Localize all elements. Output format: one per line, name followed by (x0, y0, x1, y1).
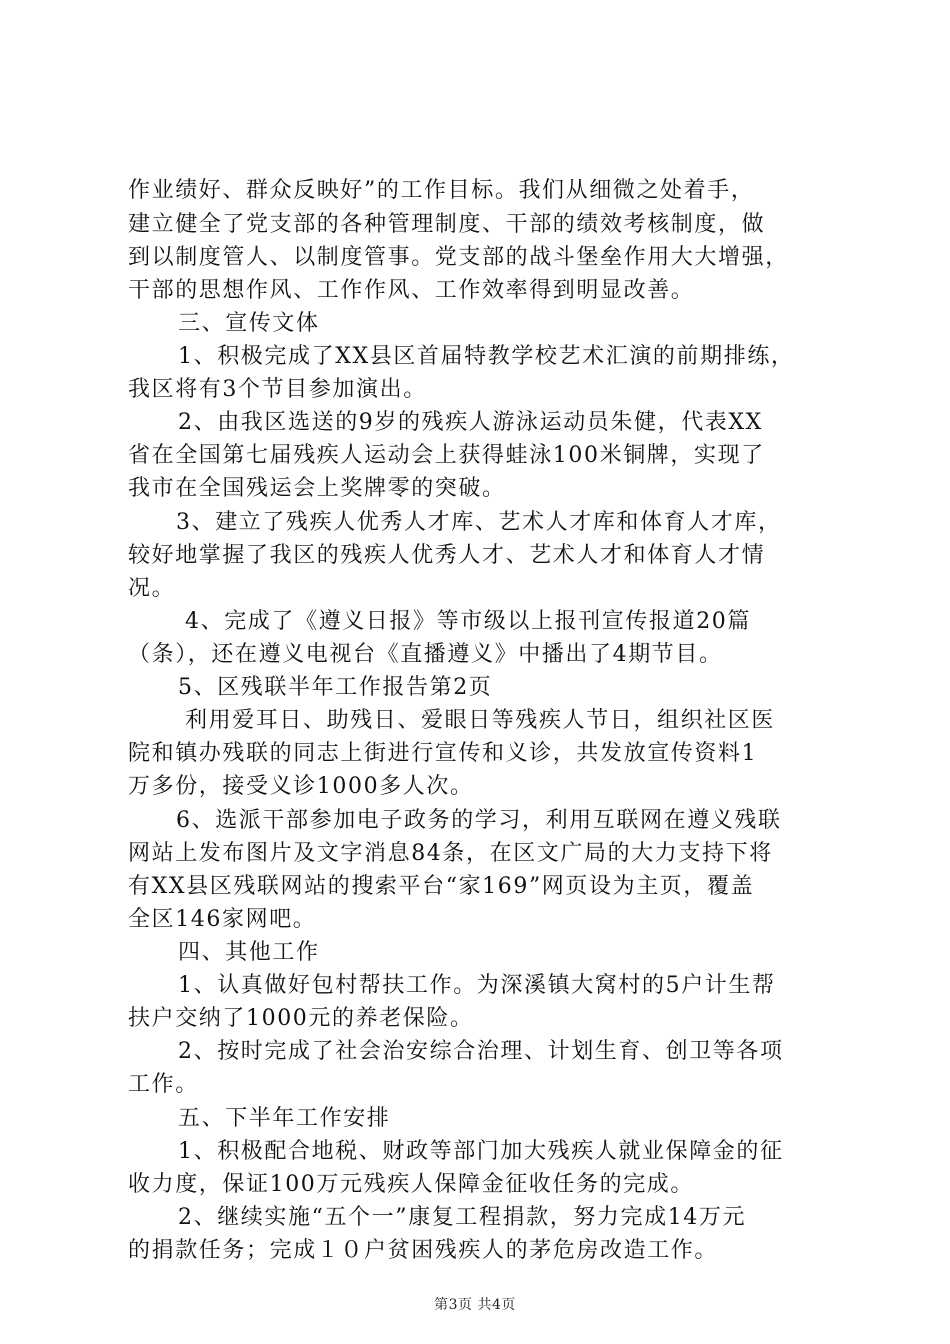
text-line: 3、建立了残疾人优秀人才库、艺术人才库和体育人才库， (176, 510, 782, 535)
text-line: 到以制度管人、以制度管事。党支部的战斗堡垒作用大大增强， (128, 245, 789, 270)
text-line: 2、继续实施“五个一”康复工程捐款，努力完成14万元 (178, 1205, 747, 1230)
text-line: 扶户交纳了1000元的养老保险。 (128, 1006, 474, 1031)
text-line: 省在全国第七届残疾人运动会上获得蛙泳100米铜牌，实现了 (128, 443, 765, 468)
text-line: 4、完成了《遵义日报》等市级以上报刊宣传报道20篇 (185, 609, 751, 634)
text-line: 有XX县区残联网站的搜索平台“家169”网页设为主页，覆盖 (128, 874, 755, 899)
text-line: 我市在全国残运会上奖牌零的突破。 (128, 476, 506, 501)
text-line: 6、选派干部参加电子政务的学习，利用互联网在遵义残联 (176, 808, 782, 833)
text-line: 5、区残联半年工作报告第2页 (178, 675, 493, 700)
text-line: 干部的思想作风、工作作风、工作效率得到明显改善。 (128, 278, 695, 303)
text-line: 利用爱耳日、助残日、爱眼日等残疾人节日，组织社区医 (185, 708, 776, 733)
text-line: 的捐款任务；完成１０户贫困残疾人的茅危房改造工作。 (128, 1238, 719, 1263)
page-footer: 第3页 共4页 (434, 1297, 516, 1313)
text-line: 况。 (128, 576, 176, 601)
text-line: （条），还在遵义电视台《直播遵义》中播出了4期节目。 (128, 642, 723, 667)
section-heading: 五、下半年工作安排 (178, 1106, 391, 1131)
text-line: 2、由我区选送的9岁的残疾人游泳运动员朱健，代表XX (178, 410, 763, 435)
text-line: 网站上发布图片及文字消息84条，在区文广局的大力支持下将 (128, 841, 773, 866)
text-line: 1、认真做好包村帮扶工作。为深溪镇大窝村的5户计生帮 (178, 973, 776, 998)
section-heading: 四、其他工作 (178, 940, 320, 965)
text-line: 院和镇办残联的同志上街进行宣传和义诊，共发放宣传资料1 (128, 741, 758, 766)
text-line: 我区将有3个节目参加演出。 (128, 377, 427, 402)
text-line: 收力度，保证100万元残疾人保障金征收任务的完成。 (128, 1172, 694, 1197)
text-line: 建立健全了党支部的各种管理制度、干部的绩效考核制度，做 (128, 212, 766, 237)
text-line: 全区146家网吧。 (128, 907, 317, 932)
text-line: 工作。 (128, 1072, 199, 1097)
section-heading: 三、宣传文体 (178, 311, 320, 336)
text-line: 较好地掌握了我区的残疾人优秀人才、艺术人才和体育人才情 (128, 543, 766, 568)
text-line: 万多份，接受义诊1000多人次。 (128, 774, 474, 799)
text-line: 2、按时完成了社会治安综合治理、计划生育、创卫等各项 (178, 1039, 784, 1064)
text-line: 作业绩好、群众反映好”的工作目标。我们从细微之处着手， (128, 178, 755, 203)
text-line: 1、积极完成了XX县区首届特教学校艺术汇演的前期排练， (178, 344, 795, 369)
text-line: 1、积极配合地税、财政等部门加大残疾人就业保障金的征 (178, 1139, 784, 1164)
